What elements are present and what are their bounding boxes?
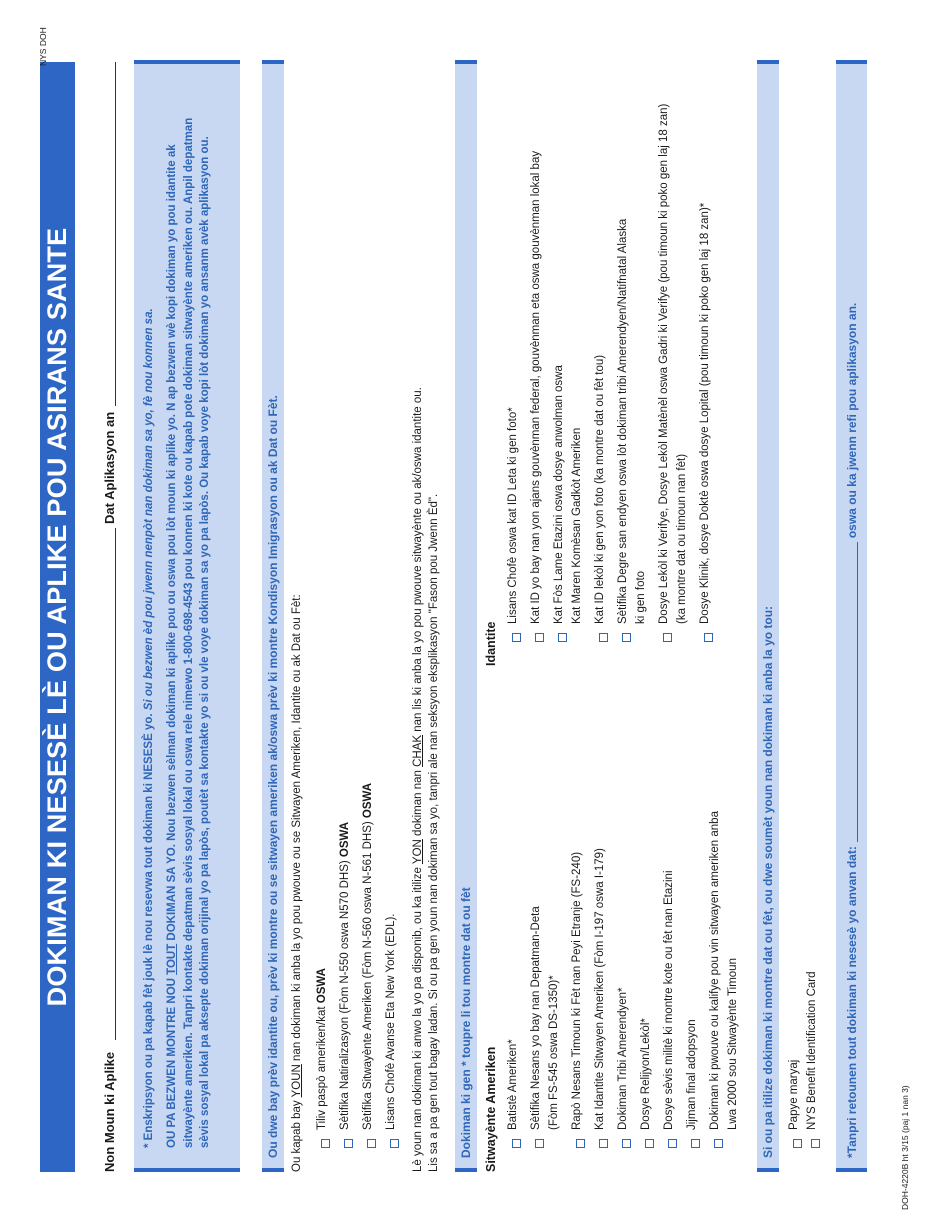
citizenship-item: Dokiman Tribi Amerendyen*	[617, 987, 629, 1130]
note-underlined-2: CHAK	[412, 734, 424, 767]
citizenship-checkbox[interactable]	[645, 1139, 654, 1148]
info-text-a: OU PA BEZWEN MONTRE NOU	[166, 974, 178, 1148]
item-naturalization-cert	[336, 822, 354, 1130]
applicant-name-label: Non Moun ki Aplike	[102, 1051, 117, 1172]
citizenship-item: Dosye sèvis militè ki montre kote ou fèt nan Etazini	[663, 870, 675, 1130]
checkbox-enhanced-license[interactable]	[390, 1139, 399, 1148]
identity-checkbox[interactable]	[535, 633, 544, 642]
citizenship-item: Rapò Nesans Timoun ki Fèt nan Peyi Etranje (FS-240)	[571, 851, 583, 1130]
citizenship-checkbox[interactable]	[622, 1139, 631, 1148]
note-text-c: nan lis ki anba la yo pou pwouve sitwayènte ou ak/oswa idantite ou.	[412, 387, 424, 735]
intro-text-b: nan dokiman ki anba la yo pou pwouve ou se Sitwayen Ameriken, Idantite ou ak Dat ou Fèt:	[291, 594, 303, 1065]
agency-label: NYS DOH	[38, 27, 48, 66]
citizenship-item: Jijman final adopsyon	[686, 1019, 698, 1130]
item-citizenship-cert	[359, 783, 377, 1130]
checkbox-nys-benefit-card[interactable]	[811, 1139, 820, 1148]
info-help-text: Si ou bezwen èd pou jwenn nenpòt nan dokiman sa yo, fè nou konnen sa.	[143, 308, 155, 711]
section1-note-2: Lis sa a pa gen tout bagay ladan. Si ou pa gen youn nan dokiman sa yo, tanpri ale nan seksyon eksplikasyon "Fason pou Jwenn Èd".	[428, 493, 440, 1172]
checkbox-naturalization-cert[interactable]	[344, 1139, 353, 1148]
section3-header: Si ou pa itilize dokiman ki montre dat ou fèt, ou dwe soumèt youn nan dokiman ki anba la yo tou:	[757, 60, 779, 1172]
item-enhanced-license	[382, 914, 400, 1131]
citizenship-checkbox[interactable]	[668, 1139, 677, 1148]
citizenship-checkbox[interactable]	[599, 1139, 608, 1148]
citizenship-item: Sètifika Nesans yo bay nan Depatman-Deta	[530, 906, 542, 1130]
application-date-line[interactable]	[115, 62, 116, 406]
item-text: Sètifika Natiralizasyon (Fòm N-550 oswa N570 DHS)	[339, 857, 351, 1130]
checkbox-us-passport[interactable]	[321, 1139, 330, 1148]
item-text: Lisans Chofè Avanse Eta New York (EDL).	[385, 913, 397, 1130]
citizenship-item: Dokiman ki pwouve ou kalifye pou vin sitwayen ameriken anba	[709, 811, 721, 1130]
applicant-name-line[interactable]	[115, 528, 116, 1040]
identity-item: Kat ID yo bay nan yon ajans gouvènman federal, gouvènman eta oswa gouvènman lokal bay	[530, 150, 542, 624]
identity-checkbox[interactable]	[512, 633, 521, 642]
item-or: OSWA	[316, 968, 328, 1004]
section1-note-1	[412, 387, 424, 1172]
citizenship-checkbox[interactable]	[512, 1139, 521, 1148]
identity-item: Dosye Klinik, dosye Doktè oswa dosye Lopital (pou timoun ki poko gen laj 18 zan)*	[699, 202, 711, 624]
identity-item: ki gen foto	[635, 570, 647, 624]
item-us-passport	[313, 968, 331, 1130]
citizenship-checkbox[interactable]	[714, 1139, 723, 1148]
section1-intro	[291, 594, 303, 1172]
citizenship-item: (Fòm FS-545 oswa DS-1350)*	[548, 975, 560, 1130]
info-text-underlined: TOUT	[166, 943, 178, 975]
page-title: DOKIMAN KI NESESÈ LÈ OU APLIKE POU ASIRANS SANTE	[40, 62, 75, 1172]
note-underlined-1: YON	[412, 839, 424, 865]
identity-item: Sètifika Degre san endyen oswa lòt dokiman tribi Amerendyen/Natifnatal Alaska	[617, 218, 629, 624]
info-text-b: DOKIMAN SA YO. Nou bezwen sèlman dokiman ki aplike pou ou oswa pou lòt moun ki aplike yo. N ap bezwen wè kopi dokiman yo pou idantite ak sitwayènte ameriken. Tanpri kontakte depatman sèvis sosyal lokal ou oswa rele nimewo 1-800-698-4543 pou konnen ki kote ou kapab pote dokiman sitwayènte ameriken ou. Anpil depatman sèvis sosyal lokal pa aksepte dokiman orijinal yo pa lapòs, poutèt sa kontakte yo si ou vle voye dokiman sa yo pa lapòs. Ou kapab voye kopi lòt dokiman yo ansanm avèk aplikasyon ou.	[166, 117, 211, 1148]
citizenship-checkbox[interactable]	[535, 1139, 544, 1148]
return-date-line[interactable]	[845, 542, 858, 842]
citizenship-checkbox[interactable]	[691, 1139, 700, 1148]
identity-item: Dosye Lekòl ki Verifye, Dosye Lekòl Matènèl oswa Gadri ki Verifye (pou timoun ki poko gen laj 18 zan)	[658, 103, 670, 624]
item-or: OSWA	[339, 821, 351, 858]
item-text: Tiliv paspò ameriken/kat	[316, 1003, 328, 1130]
item-text: Sètifika Sitwayènte Ameriken (Fòm N-560 oswa N-561 DHS)	[362, 818, 374, 1130]
identity-item: Lisans Chofè oswa kat ID Leta ki gen foto*	[507, 407, 519, 624]
citizenship-item: Dosye Relijyon/Lekòl*	[640, 1018, 652, 1130]
citizenship-item: Batistè Ameriken*	[507, 1039, 519, 1130]
citizenship-item: Lwa 2000 sou Sitwayènte Timoun	[727, 958, 739, 1130]
identity-item: (ka montre dat ou timoun nan fèt)	[676, 453, 688, 624]
info-required-text: * Enskripsyon ou pa kapab fèt jouk lè nou resevwa tout dokiman ki NESESÈ yo.	[143, 713, 155, 1148]
checkbox-citizenship-cert[interactable]	[367, 1139, 376, 1148]
note-text-a: Lè youn nan dokiman ki anwo la yo pa disponib, ou ka itilize	[412, 864, 424, 1172]
form-id: DOH-4220B ht 3/15 (paj 1 nan 3)	[900, 1085, 910, 1210]
info-box	[134, 60, 240, 1172]
intro-underlined: YOUN	[291, 1064, 303, 1098]
identity-item: Kat Fòs Lame Etazini oswa dosye anwolman oswa	[553, 365, 565, 624]
identity-column-header: Idantite	[484, 621, 498, 666]
identity-item: Kat Maren Komèsan Gadkòt Ameriken	[571, 427, 583, 624]
identity-checkbox[interactable]	[558, 633, 567, 642]
checkbox-marriage-license[interactable]	[793, 1139, 802, 1148]
application-date-label: Dat Aplikasyon an	[102, 411, 117, 524]
section1-header: Ou dwe bay prèv idantite ou, prèv ki montre ou se sitwayen ameriken ak/oswa prèv ki montre Kondisyon Imigrasyon ou ak Dat ou Fèt.	[262, 60, 284, 1172]
return-band	[836, 60, 867, 1172]
return-text-a: *Tanpri retounen tout dokiman ki nesesè yo anvan dat:	[844, 846, 859, 1158]
item-nys-benefit-card: NYS Benefit Identification Card	[806, 971, 818, 1130]
return-text-b: oswa ou ka jwenn refi pou aplikasyon an.	[844, 302, 859, 539]
info-line-1	[143, 308, 155, 1148]
item-or: OSWA	[362, 782, 374, 819]
identity-checkbox[interactable]	[704, 633, 713, 642]
section2-header: Dokiman ki gen * toupre li tou montre dat ou fèt	[455, 60, 477, 1172]
identity-item: Kat ID lekòl ki gen yon foto (ka montre dat ou fèt tou)	[594, 354, 606, 624]
citizenship-column-header: Sitwayènte Ameriken	[484, 1046, 498, 1172]
identity-checkbox[interactable]	[663, 633, 672, 642]
info-line-2	[164, 88, 214, 1148]
citizenship-checkbox[interactable]	[576, 1139, 585, 1148]
item-marriage-license: Papye maryaj	[788, 1059, 800, 1130]
identity-checkbox[interactable]	[599, 633, 608, 642]
citizenship-item: Kat Idantite Sitwayen Ameriken (Fòm I-197 oswa I-179)	[594, 848, 606, 1130]
intro-text-a: Ou kapab bay	[291, 1097, 303, 1172]
identity-checkbox[interactable]	[622, 633, 631, 642]
note-text-b: dokiman nan	[412, 766, 424, 840]
